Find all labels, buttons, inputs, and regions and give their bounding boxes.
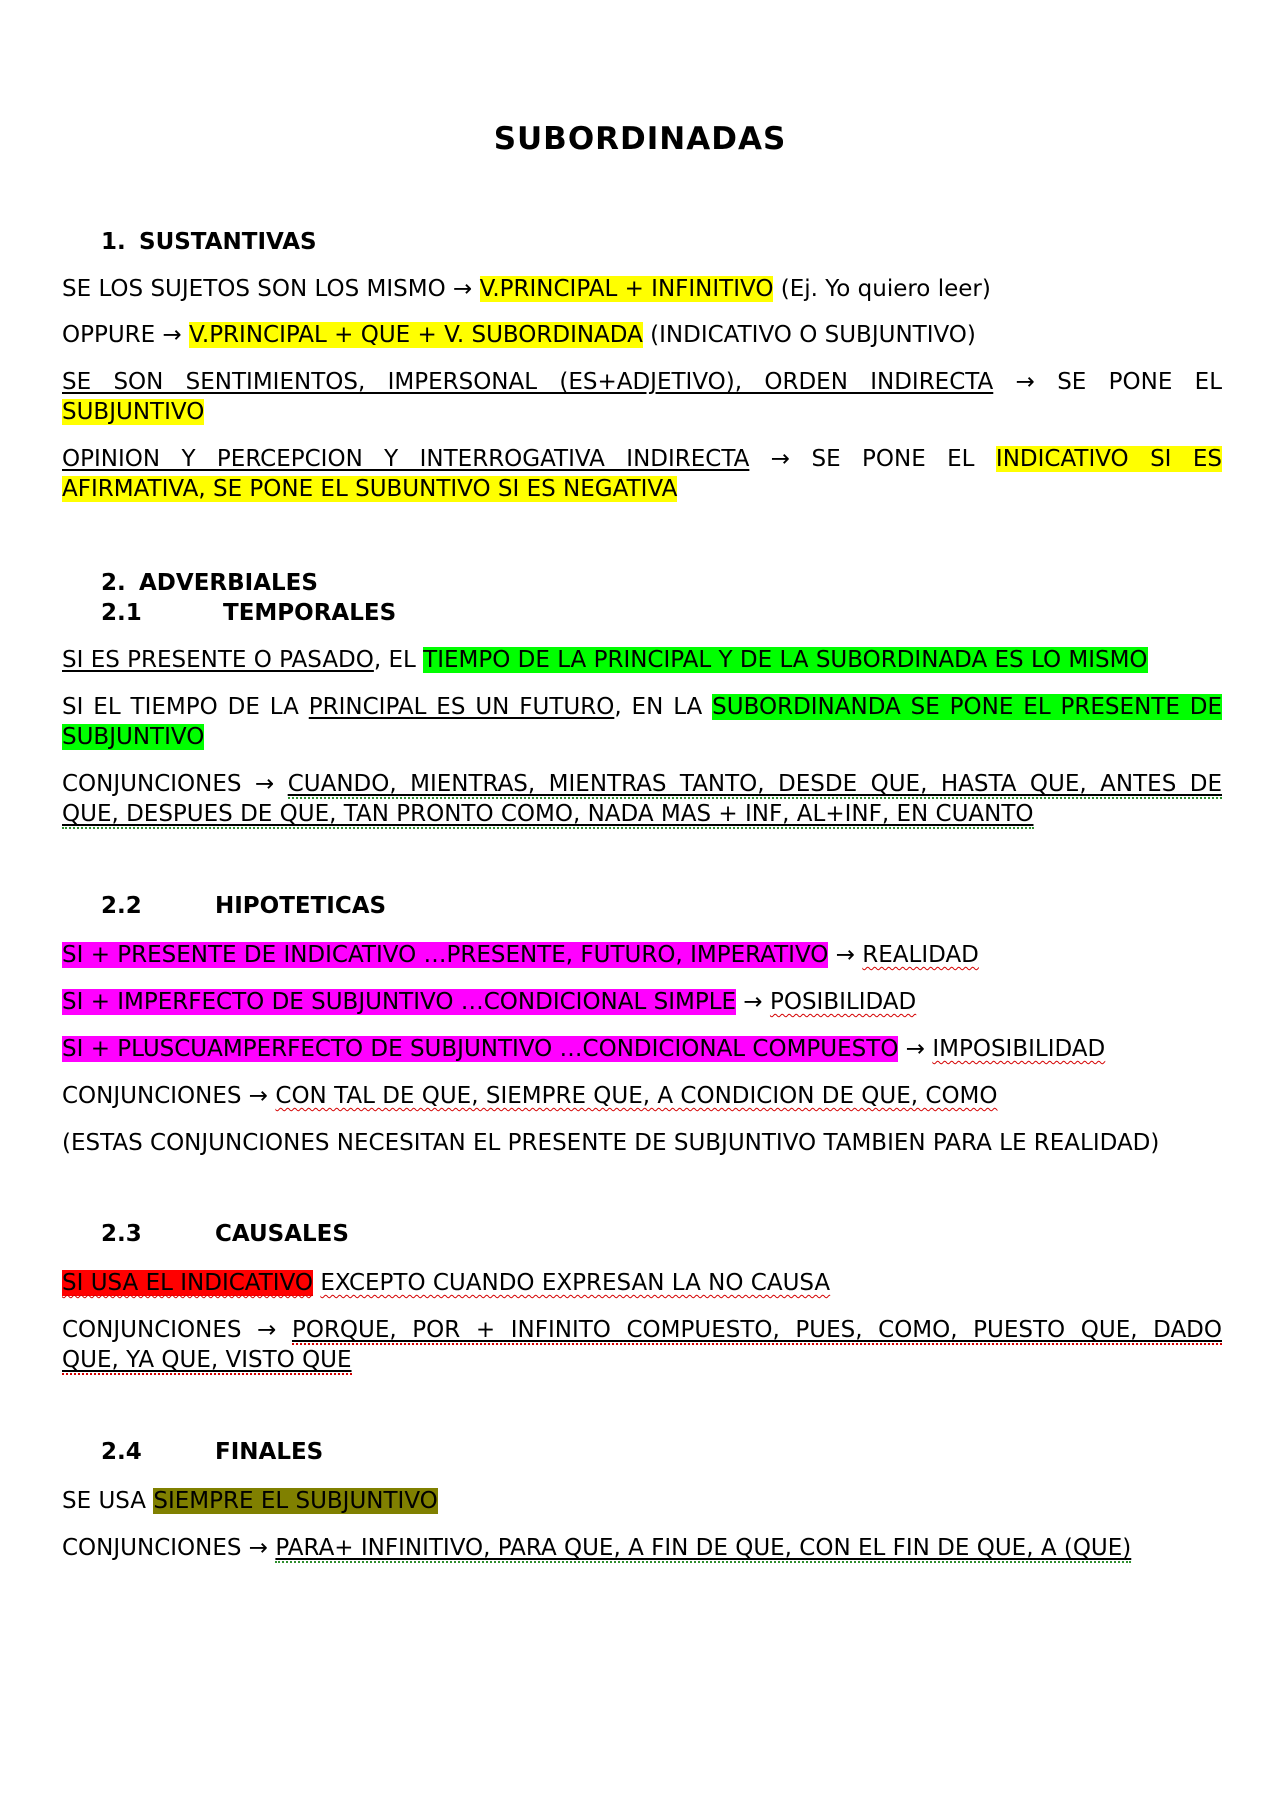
highlight-text: SUBJUNTIVO [62, 399, 205, 425]
section-title: ADVERBIALES [139, 570, 318, 596]
section-number: 2.4 [101, 1439, 142, 1465]
paragraph-causales-2a: CONJUNCIONES → PORQUE, POR + INFINITO COMPUESTO, PUES, COMO, PUESTO QUE, DADO [62, 1317, 1222, 1343]
arrow-icon: → [905, 1036, 926, 1062]
paragraph-temporales-3b [62, 799, 1222, 829]
conjunctions-list: PARA+ INFINITIVO, PARA QUE, A FIN DE QUE, CON EL FIN DE QUE, A (QUE) [275, 1535, 1132, 1561]
arrow-icon: → [835, 942, 855, 968]
conjunctions-list: QUE, YA QUE, VISTO QUE [62, 1347, 352, 1373]
highlight-text: SI + IMPERFECTO DE SUBJUNTIVO …CONDICIONAL SIMPLE [62, 989, 737, 1015]
paragraph-sustantivas-4a: OPINION Y PERCEPCION Y INTERROGATIVA INDIRECTA → SE PONE EL INDICATIVO SI ES [62, 446, 1222, 472]
subsection-heading-finales [101, 1439, 323, 1465]
section-title: CAUSALES [215, 1221, 349, 1247]
paragraph-hipoteticas-4: CONJUNCIONES → CON TAL DE QUE, SIEMPRE QUE, A CONDICION DE QUE, COMO [62, 1083, 998, 1109]
paragraph-sustantivas-4b [62, 474, 1222, 504]
arrow-icon: → [254, 771, 275, 797]
section-heading-sustantivas [101, 229, 317, 255]
highlight-text: V.PRINCIPAL + INFINITIVO [479, 276, 774, 302]
paragraph-sustantivas-1: SE LOS SUJETOS SON LOS MISMO → V.PRINCIPAL + INFINITIVO (Ej. Yo quiero leer) [62, 276, 991, 302]
paragraph-sustantivas-3a: SE SON SENTIMIENTOS, IMPERSONAL (ES+ADJETIVO), ORDEN INDIRECTA → SE PONE EL [62, 369, 1223, 395]
highlight-text: V.PRINCIPAL + QUE + V. SUBORDINADA [189, 322, 643, 348]
section-number: 1. [101, 229, 126, 255]
highlight-text: SI + PRESENTE DE INDICATIVO …PRESENTE, FUTURO, IMPERATIVO [62, 942, 829, 968]
highlight-text: INDICATIVO SI ES [995, 446, 1222, 472]
subsection-heading-temporales [101, 600, 396, 626]
paragraph-temporales-2b [62, 722, 1222, 752]
paragraph-hipoteticas-5: (ESTAS CONJUNCIONES NECESITAN EL PRESENTE DE SUBJUNTIVO TAMBIEN PARA LE REALIDAD) [62, 1130, 1160, 1156]
conjunctions-list: QUE, DESPUES DE QUE, TAN PRONTO COMO, NADA MAS + INF, AL+INF, EN CUANTO [62, 801, 1034, 827]
section-number: 2.3 [101, 1221, 142, 1247]
section-title: HIPOTETICAS [215, 893, 387, 919]
arrow-icon: → [248, 1083, 269, 1109]
highlight-text: SUBJUNTIVO [62, 724, 205, 750]
highlight-text: SI + PLUSCUAMPERFECTO DE SUBJUNTIVO …CONDICIONAL COMPUESTO [62, 1036, 899, 1062]
highlight-text: SIEMPRE EL SUBJUNTIVO [153, 1488, 438, 1514]
section-number: 2.1 [101, 600, 142, 626]
paragraph-temporales-2a: SI EL TIEMPO DE LA PRINCIPAL ES UN FUTURO, EN LA SUBORDINANDA SE PONE EL PRESENTE DE [62, 694, 1223, 720]
arrow-icon: → [743, 989, 763, 1015]
section-number: 2.2 [101, 893, 142, 919]
paragraph-finales-1: SE USA SIEMPRE EL SUBJUNTIVO [62, 1488, 438, 1514]
section-title: FINALES [215, 1439, 324, 1465]
arrow-icon: → [770, 446, 791, 472]
paragraph-sustantivas-3b [62, 397, 1222, 427]
section-number: 2. [101, 570, 126, 596]
subsection-heading-hipoteticas [101, 893, 386, 919]
arrow-icon: → [257, 1317, 277, 1343]
conjunctions-list: CUANDO, MIENTRAS, MIENTRAS TANTO, DESDE QUE, HASTA QUE, ANTES DE [287, 771, 1222, 797]
arrow-icon: → [248, 1535, 269, 1561]
section-title: SUSTANTIVAS [139, 229, 317, 255]
paragraph-hipoteticas-2: SI + IMPERFECTO DE SUBJUNTIVO …CONDICIONAL SIMPLE → POSIBILIDAD [62, 989, 917, 1015]
paragraph-temporales-3a: CONJUNCIONES → CUANDO, MIENTRAS, MIENTRAS TANTO, DESDE QUE, HASTA QUE, ANTES DE [62, 771, 1222, 797]
paragraph-finales-2: CONJUNCIONES → PARA+ INFINITIVO, PARA QUE, A FIN DE QUE, CON EL FIN DE QUE, A (QUE) [62, 1535, 1132, 1561]
paragraph-hipoteticas-1: SI + PRESENTE DE INDICATIVO …PRESENTE, FUTURO, IMPERATIVO → REALIDAD [62, 942, 979, 968]
paragraph-causales-1: SI USA EL INDICATIVO EXCEPTO CUANDO EXPRESAN LA NO CAUSA [62, 1270, 831, 1296]
highlight-text: SUBORDINANDA SE PONE EL PRESENTE DE [712, 694, 1223, 720]
highlight-text: TIEMPO DE LA PRINCIPAL Y DE LA SUBORDINADA ES LO MISMO [423, 647, 1148, 673]
conjunctions-list: CON TAL DE QUE, SIEMPRE QUE, A CONDICION DE QUE, COMO [275, 1083, 998, 1109]
arrow-icon: → [162, 322, 182, 348]
paragraph-sustantivas-2: OPPURE → V.PRINCIPAL + QUE + V. SUBORDINADA (INDICATIVO O SUBJUNTIVO) [62, 322, 976, 348]
section-title: TEMPORALES [223, 600, 397, 626]
arrow-icon: → [452, 276, 473, 302]
highlight-text: SI USA EL INDICATIVO [62, 1270, 314, 1296]
highlight-text: AFIRMATIVA, SE PONE EL SUBUNTIVO SI ES NEGATIVA [62, 476, 678, 502]
subsection-heading-causales [101, 1221, 349, 1247]
paragraph-temporales-1: SI ES PRESENTE O PASADO, EL TIEMPO DE LA PRINCIPAL Y DE LA SUBORDINADA ES LO MISMO [62, 647, 1148, 673]
arrow-icon: → [1015, 369, 1035, 395]
document-title: SUBORDINADAS [493, 121, 787, 157]
conjunctions-list: PORQUE, POR + INFINITO COMPUESTO, PUES, COMO, PUESTO QUE, DADO [291, 1317, 1222, 1343]
section-heading-adverbiales [101, 570, 318, 596]
paragraph-hipoteticas-3: SI + PLUSCUAMPERFECTO DE SUBJUNTIVO …CONDICIONAL COMPUESTO → IMPOSIBILIDAD [62, 1036, 1106, 1062]
paragraph-causales-2b [62, 1345, 1222, 1375]
